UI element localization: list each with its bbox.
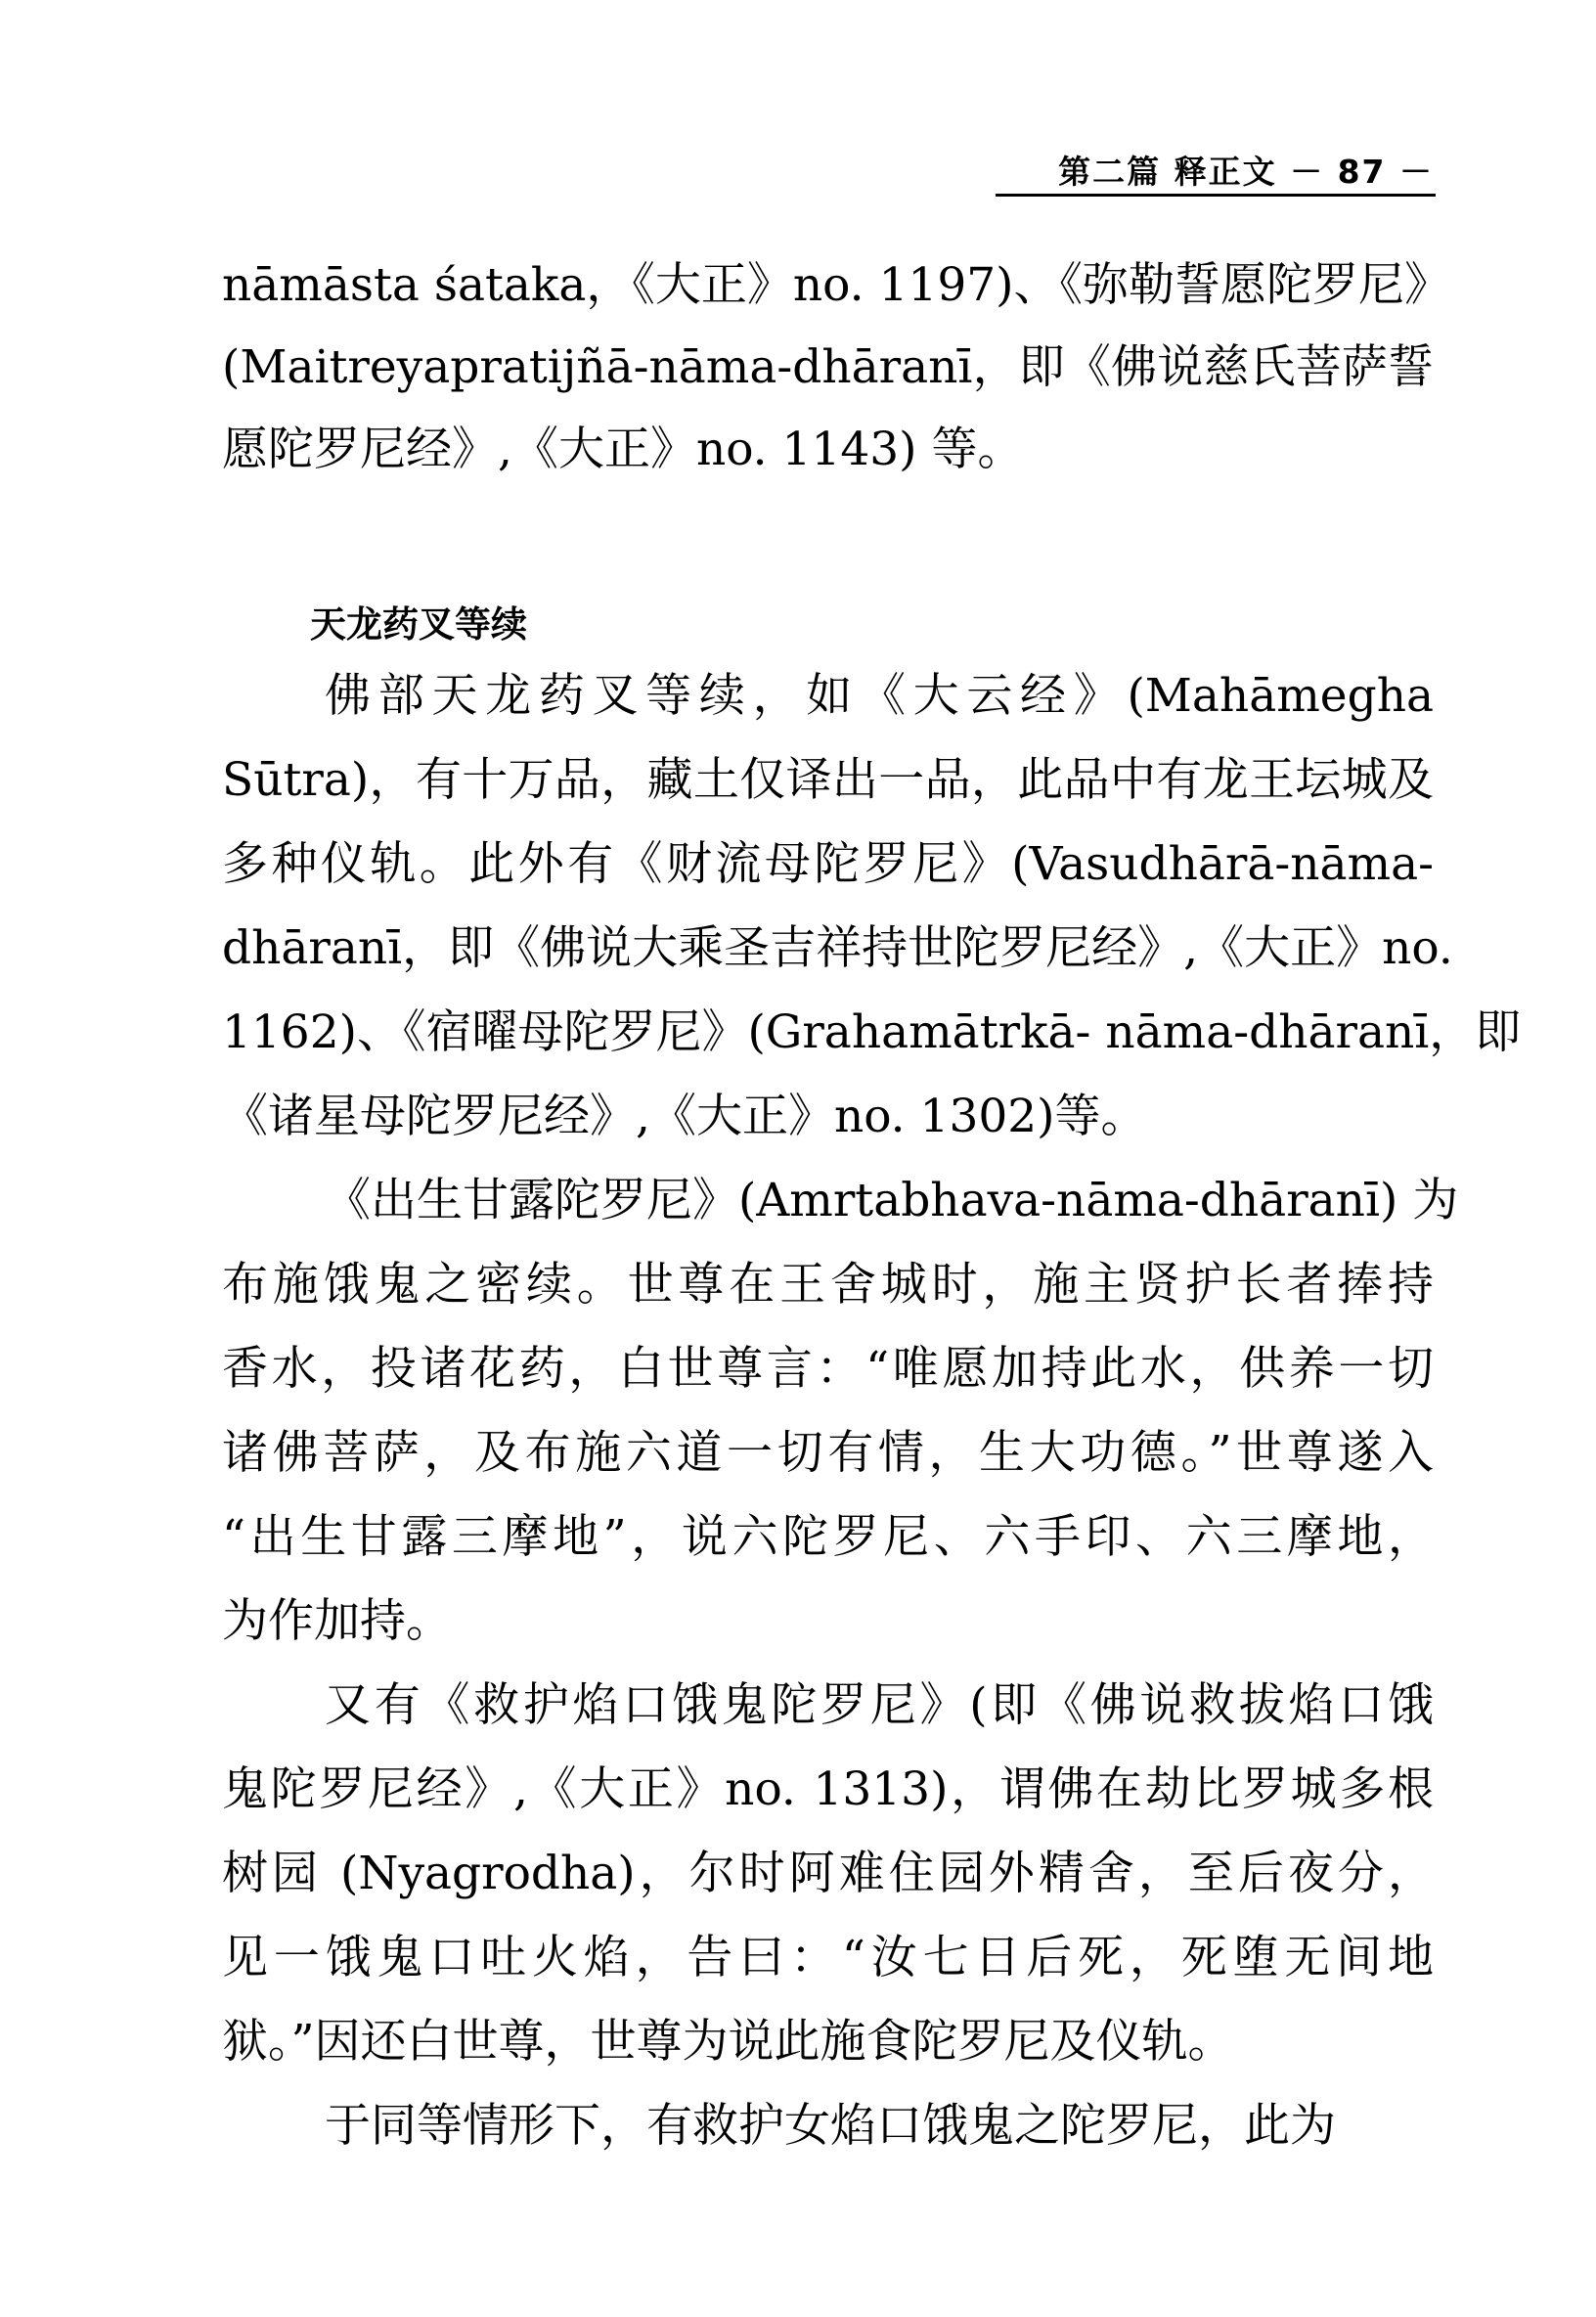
text-line: 愿陀罗尼经》,《大正》no. 1143) 等。 <box>222 423 1024 476</box>
text-line: 1162)、《宿曜母陀罗尼》(Grahamātrkā- nāma-dhāranī，即 <box>222 1005 1522 1059</box>
text-line: 又有《救护焰口饿鬼陀罗尼》(即《佛说救拔焰口饿 <box>325 1678 1434 1732</box>
text-line: 《出生甘露陀罗尼》(Amrtabhava-nāma-dhāranī) 为 <box>325 1174 1459 1227</box>
text-line: 鬼陀罗尼经》,《大正》no. 1313)，谓佛在劫比罗城多根 <box>222 1762 1434 1816</box>
text-line: 布施饿鬼之密续。世尊在王舍城时，施主贤护长者捧持 <box>222 1258 1434 1312</box>
text-line: 为作加持。 <box>222 1594 452 1648</box>
text-line: 狱。”因还白世尊，世尊为说此施食陀罗尼及仪轨。 <box>222 2015 1234 2069</box>
text-line: 树园 (Nyagrodha)，尔时阿难住园外精舍，至后夜分， <box>222 1847 1434 1900</box>
header-rule <box>996 194 1436 197</box>
text-line: nāmāsta śataka，《大正》no. 1197)、《弥勒誓愿陀罗尼》 <box>222 258 1450 312</box>
text-line: (Maitreyapratijñā-nāma-dhāranī，即《佛说慈氏菩萨誓 <box>222 340 1434 394</box>
text-line: “出生甘露三摩地”，说六陀罗尼、六手印、六三摩地， <box>222 1510 1434 1564</box>
running-header: 第二篇 释正文 － 87 － <box>1058 153 1434 191</box>
text-line: 香水，投诸花药，白世尊言：“唯愿加持此水，供养一切 <box>222 1342 1434 1396</box>
text-line: 多种仪轨。此外有《财流母陀罗尼》(Vasudhārā-nāma- <box>222 837 1434 891</box>
text-line: Sūtra)，有十万品，藏土仅译出一品，此品中有龙王坛城及 <box>222 753 1434 807</box>
section-heading: 天龙药叉等续 <box>310 603 527 646</box>
text-line: 于同等情形下，有救护女焰口饿鬼之陀罗尼，此为 <box>325 2099 1336 2153</box>
text-line: dhāranī，即《佛说大乘圣吉祥持世陀罗尼经》,《大正》no. <box>222 921 1453 975</box>
text-line: 《诸星母陀罗尼经》,《大正》no. 1302)等。 <box>222 1090 1147 1143</box>
text-line: 见一饿鬼口吐火焰，告曰：“汝七日后死，死堕无间地 <box>222 1931 1434 1984</box>
text-line: 诸佛菩萨，及布施六道一切有情，生大功德。”世尊遂入 <box>222 1426 1434 1480</box>
text-line: 佛部天龙药叉等续，如《大云经》(Mahāmegha <box>325 669 1434 723</box>
